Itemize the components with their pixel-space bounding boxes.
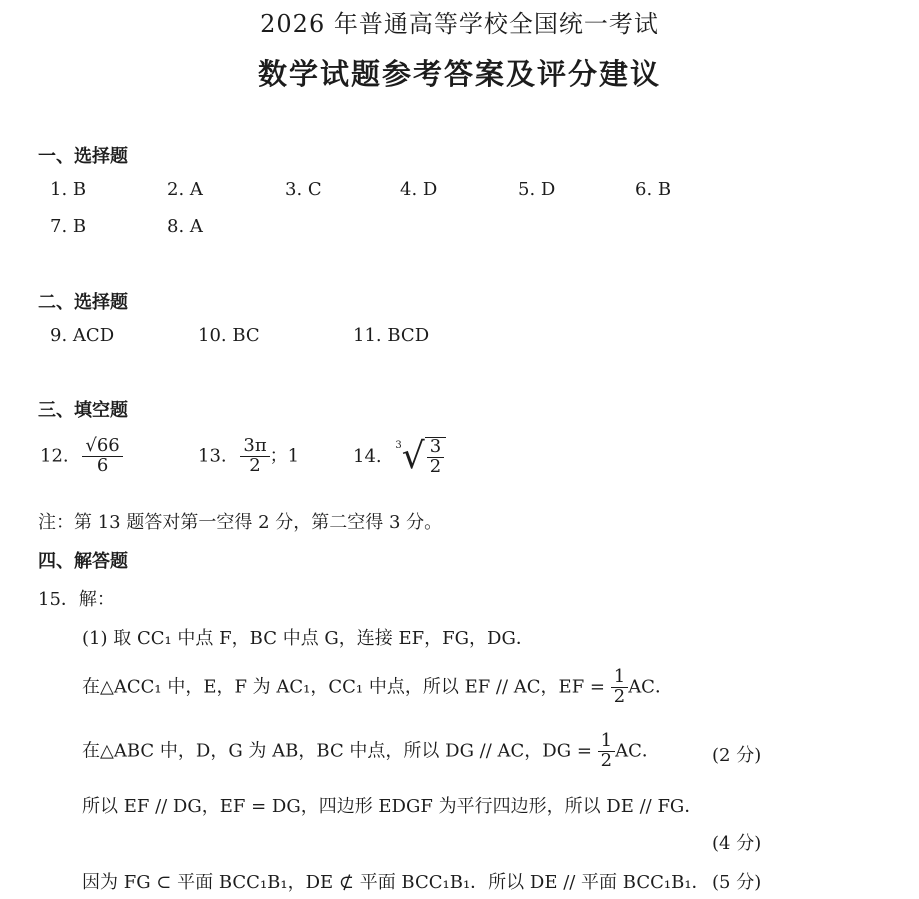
- solution-line: 因为 FG ⊂ 平面 BCC₁B₁，DE ⊄ 平面 BCC₁B₁．所以 DE // 平面 BCC₁B₁．: [82, 872, 710, 893]
- section-heading-solution: 四、解答题: [38, 551, 128, 572]
- answer-item: 3. C: [285, 179, 322, 200]
- section-heading-choice: 一、选择题: [38, 146, 128, 167]
- answer-item: 6. B: [635, 179, 672, 200]
- score-marker: (5 分): [712, 872, 762, 893]
- score-marker: (2 分): [712, 745, 762, 766]
- score-marker: (4 分): [712, 833, 762, 854]
- solution-line: 在△ACC₁ 中，E，F 为 AC₁，CC₁ 中点，所以 EF // AC，EF = $\frac{1}{2}$ AC．: [82, 666, 673, 707]
- solution-line: 在△ABC 中，D，G 为 AB，BC 中点，所以 DG // AC，DG = $\frac{1}{2}$ AC．: [82, 730, 660, 771]
- fraction: $\frac{1}{2}$: [611, 668, 628, 707]
- answer-q12: 12. $\frac{√66}{6}$: [40, 437, 123, 476]
- answer-item: 1. B: [50, 179, 87, 200]
- answer-q14: 14. $^3$√ $\frac{3}{2}$: [353, 437, 446, 477]
- answer-item: 9. ACD: [50, 325, 115, 346]
- document-subtitle: 数学试题参考答案及评分建议: [257, 57, 661, 91]
- question-15-label: 15．解：: [38, 589, 115, 610]
- answer-item: 11. BCD: [353, 325, 430, 346]
- scoring-note: 注：第 13 题答对第一空得 2 分，第二空得 3 分。: [38, 512, 443, 533]
- answer-item: 8. A: [167, 216, 203, 237]
- fraction: $\frac{√66}{6}$: [82, 437, 122, 476]
- answer-item: 4. D: [400, 179, 438, 200]
- document-title: 2026 年普通高等学校全国统一考试: [260, 10, 659, 38]
- solution-line: (1) 取 CC₁ 中点 F，BC 中点 G，连接 EF，FG，DG．: [82, 628, 534, 649]
- answer-item: 5. D: [518, 179, 556, 200]
- answer-item: 2. A: [167, 179, 203, 200]
- section-heading-fill-blank: 三、填空题: [38, 400, 128, 421]
- solution-line: 所以 EF // DG，EF = DG，四边形 EDGF 为平行四边形，所以 DE // FG．: [82, 796, 703, 817]
- section-heading-multi-choice: 二、选择题: [38, 292, 128, 313]
- fraction: $\frac{3\pi}{2}$: [240, 437, 269, 476]
- fraction: $\frac{1}{2}$: [598, 732, 615, 771]
- answer-q13: 13. $\frac{3\pi}{2}$ ；1: [198, 435, 300, 476]
- answer-item: 10. BC: [198, 325, 260, 346]
- fraction: $\frac{3}{2}$: [425, 437, 446, 477]
- answer-item: 7. B: [50, 216, 87, 237]
